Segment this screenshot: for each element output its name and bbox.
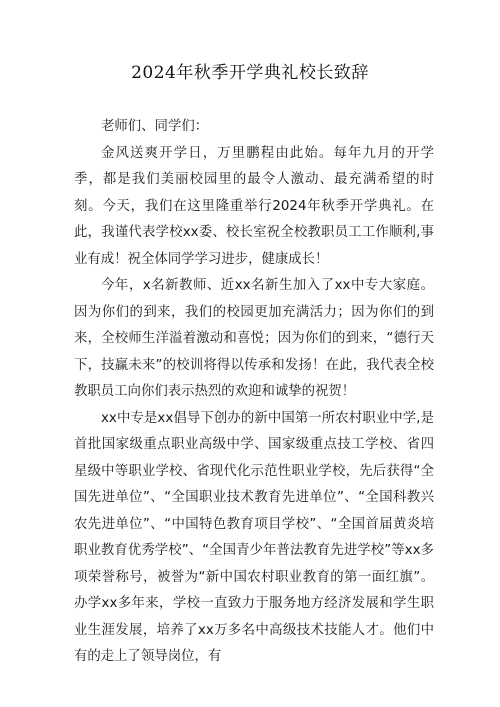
paragraph-welcome: 今年，x名新教师、近xx名新生加入了xx中专大家庭。因为你们的到来，我们的校园更加充满活力；因为你们的到来，全校师生洋溢着激动和喜悦；因为你们的到来，“德行天下，技赢未来”的校训将得以传承和发扬！在此，我代表全校教职员工向你们表示热烈的欢迎和诚挚的祝贺！ xyxy=(74,278,434,399)
paragraph-school-history: xx中专是xx倡导下创办的新中国第一所农村职业中学,是首批国家级重点职业高级中学、国家级重点技工学校、省四星级中等职业学校、省现代化示范性职业学校，先后获得“全国先进单位”、“全国职业技术教育先进单位”、“全国科教兴农先进单位”、“中国特色教育项目学校”、“全国首届黄炎培职业教育优秀学校”、“全国青少年普法教育先进学校”等xx多项荣誉称号，被誉为“新中国农村职业教育的第一面红旗”。办学xx多年来，学校一直致力于服务地方经济发展和学生职业生涯发展，培养了xx万多名中高级技术技能人才。他们中有的走上了领导岗位，有 xyxy=(74,410,434,664)
greeting-line: 老师们、同学们： xyxy=(101,119,209,134)
document-body xyxy=(74,114,434,671)
paragraph-opening: 金风送爽开学日，万里鹏程由此始。每年九月的开学季，都是我们美丽校园里的最令人激动、最充满希望的时刻。今天，我们在这里隆重举行2024年秋季开学典礼。在此，我谨代表学校xx委、校长室祝全校教职员工工作顺利,事业有成！祝全体同学学习进步，健康成长！ xyxy=(74,145,434,267)
document-title: 2024年秋季开学典礼校长致辞 xyxy=(131,63,369,83)
